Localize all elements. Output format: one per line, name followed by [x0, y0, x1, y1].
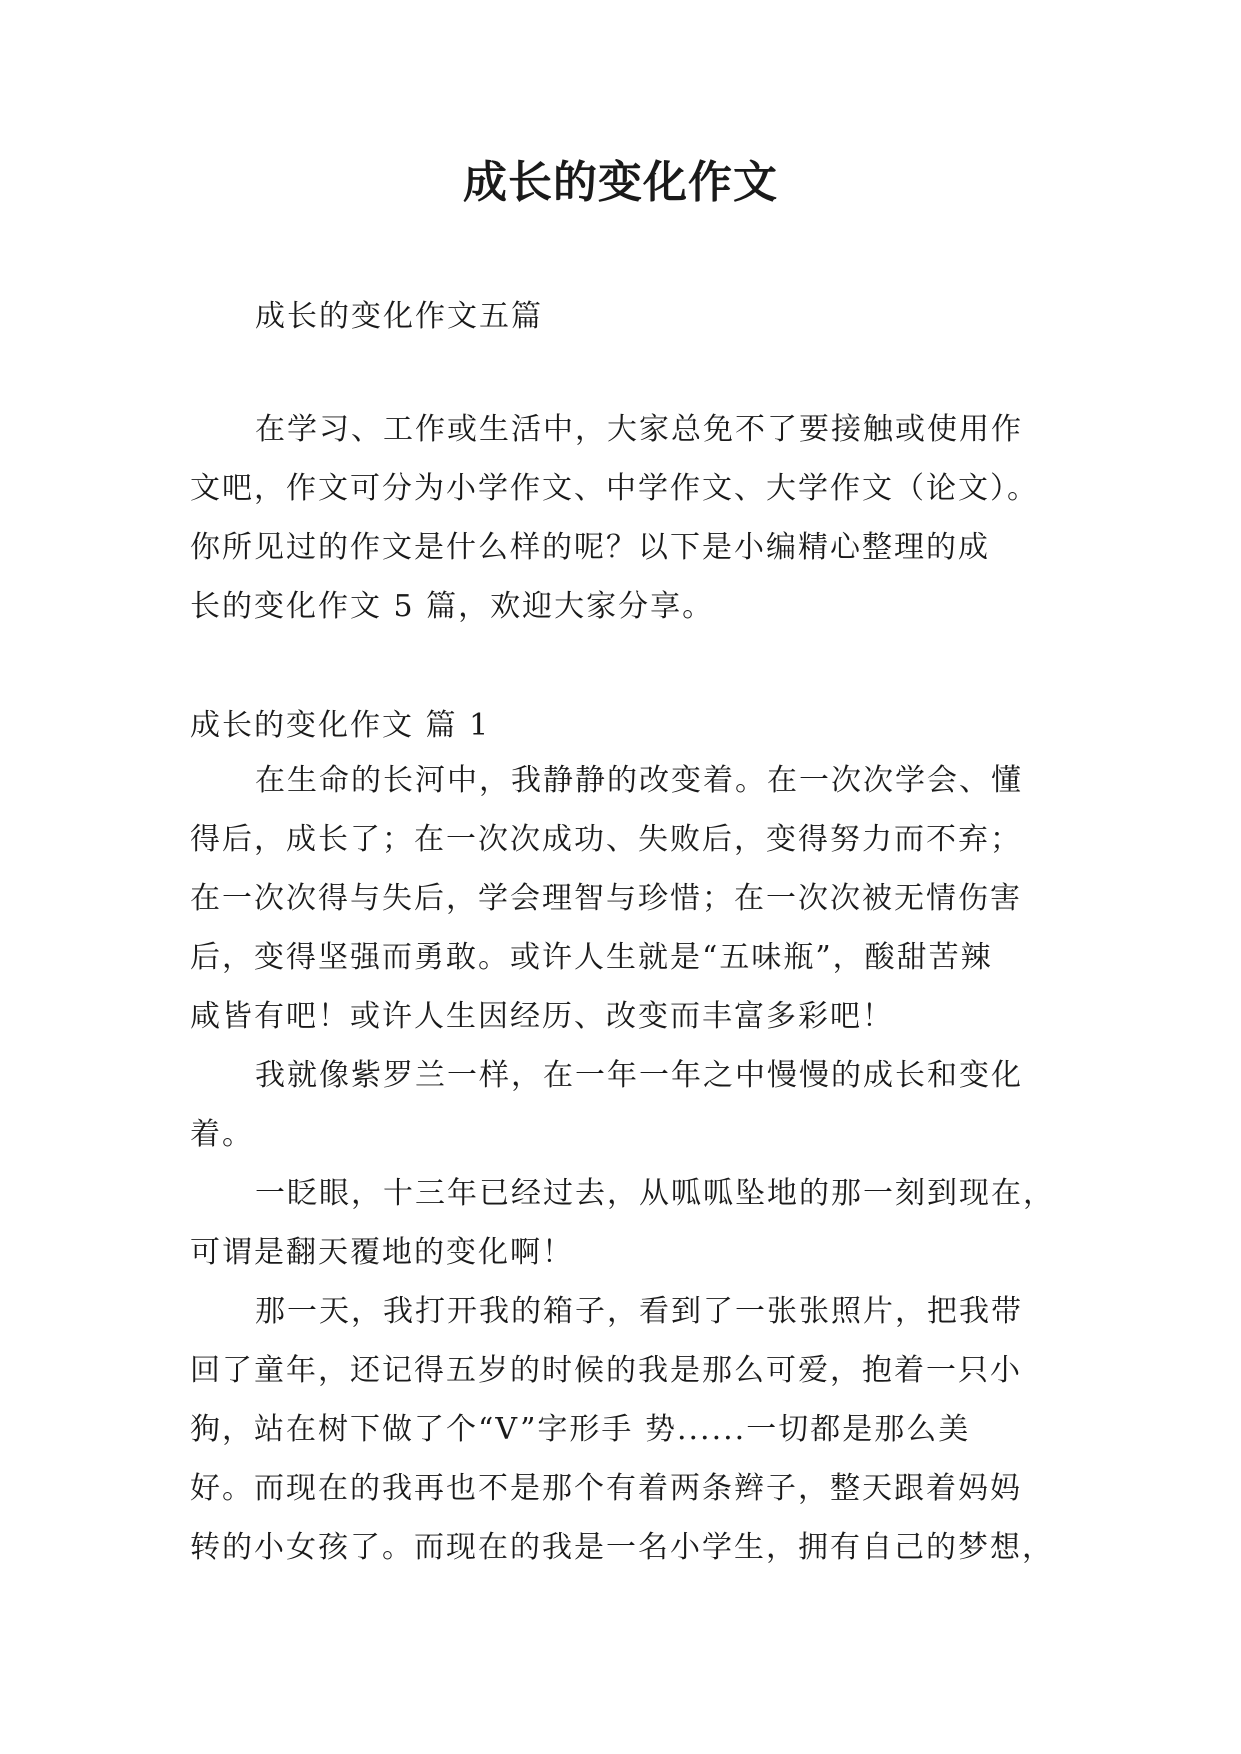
paragraph-line: 那一天，我打开我的箱子，看到了一张张照片，把我带	[255, 1294, 1023, 1329]
paragraph-3	[190, 1164, 1055, 1282]
paragraph-line: 好。而现在的我再也不是那个有着两条辫子，整天跟着妈妈	[190, 1471, 1022, 1506]
paragraph-line: 在学习、工作或生活中，大家总免不了要接触或使用作	[255, 412, 1023, 447]
paragraph-line: 我就像紫罗兰一样，在一年一年之中慢慢的成长和变化	[255, 1058, 1023, 1093]
paragraph-4	[190, 1282, 1054, 1577]
paragraph-1	[190, 751, 1050, 1046]
document-subtitle: 成长的变化作文五篇	[255, 299, 543, 334]
paragraph-line: 可谓是翻天覆地的变化啊！	[190, 1235, 574, 1270]
paragraph-line: 狗，站在树下做了个“V”字形手 势......一切都是那么美	[190, 1412, 971, 1447]
intro-paragraph	[190, 400, 1050, 636]
paragraph-line: 长的变化作文 5 篇，欢迎大家分享。	[190, 589, 715, 624]
paragraph-line: 文吧，作文可分为小学作文、中学作文、大学作文（论文）。	[190, 471, 1039, 506]
paragraph-line: 着。	[190, 1117, 254, 1152]
document-title: 成长的变化作文	[463, 157, 778, 208]
paragraph-line: 在一次次得与失后，学会理智与珍惜；在一次次被无情伤害	[190, 881, 1022, 916]
paragraph-line: 回了童年，还记得五岁的时候的我是那么可爱，抱着一只小	[190, 1353, 1022, 1388]
paragraph-line: 后，变得坚强而勇敢。或许人生就是“五味瓶”，酸甜苦辣	[190, 940, 993, 975]
paragraph-2	[190, 1046, 1050, 1164]
paragraph-line: 转的小女孩了。而现在的我是一名小学生，拥有自己的梦想，	[190, 1530, 1054, 1565]
paragraph-line: 咸皆有吧！或许人生因经历、改变而丰富多彩吧！	[190, 999, 894, 1034]
paragraph-line: 在生命的长河中，我静静的改变着。在一次次学会、懂	[255, 763, 1023, 798]
paragraph-line: 你所见过的作文是什么样的呢？以下是小编精心整理的成	[190, 530, 990, 565]
section-heading: 成长的变化作文 篇 1	[190, 708, 491, 743]
paragraph-line: 得后，成长了；在一次次成功、失败后，变得努力而不弃；	[190, 822, 1022, 857]
paragraph-line: 一眨眼，十三年已经过去，从呱呱坠地的那一刻到现在，	[255, 1176, 1055, 1211]
